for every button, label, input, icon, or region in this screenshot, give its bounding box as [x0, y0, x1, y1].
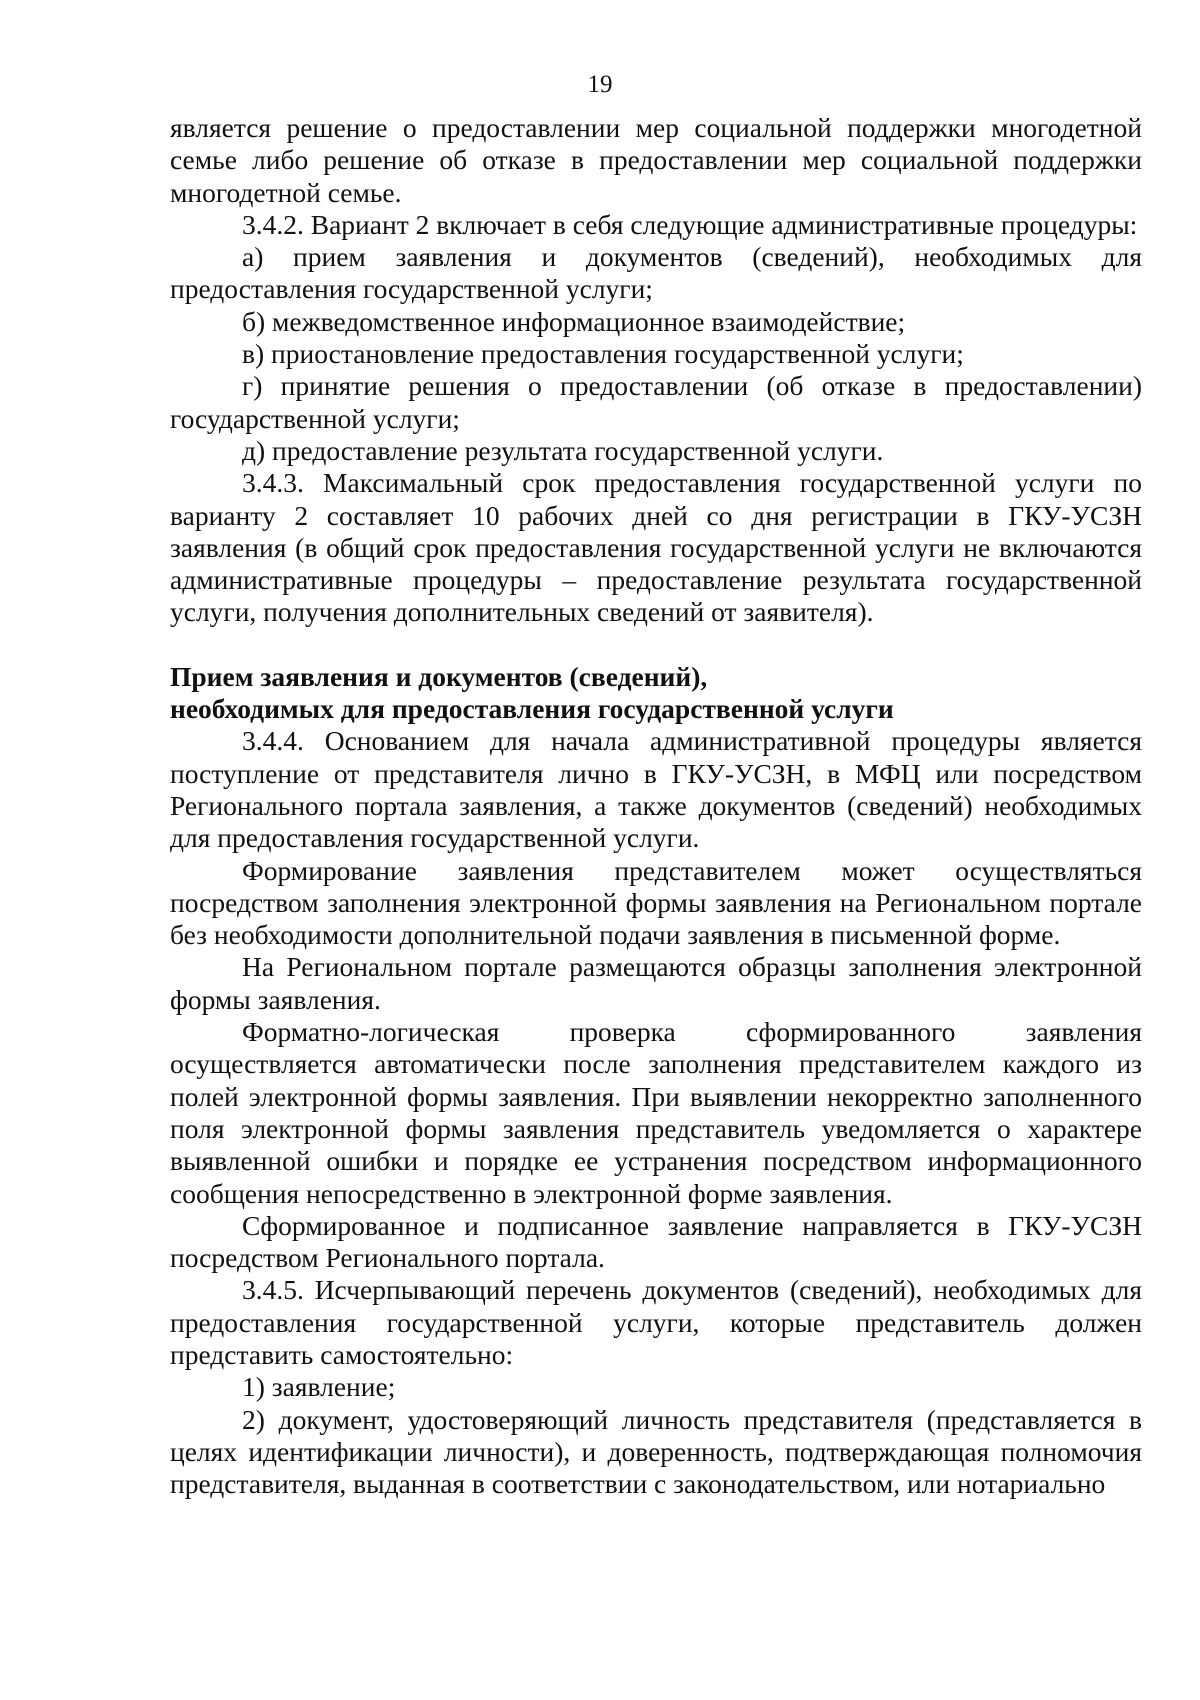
paragraphs-bottom [170, 725, 1142, 1500]
paragraph-3-4-3: 3.4.3. Максимальный срок предоставления государственной услуги по варианту 2 составляет 10 рабочих дней со дня регистрации в ГКУ-УСЗН заявления (в общий срок предоставления государственной услуги не включаются административные процедуры – предоставление результата государственной услуги, получения дополнительных сведений от заявителя). [170, 467, 1142, 628]
list-item-v: в) приостановление предоставления государственной услуги; [242, 338, 964, 370]
paragraph-3-4-2: 3.4.2. Вариант 2 включает в себя следующие административные процедуры: [242, 208, 1138, 240]
paragraph-3-4-4: 3.4.4. Основанием для начала административной процедуры является поступление от представителя лично в ГКУ-УСЗН, в МФЦ или посредством Регионального портала заявления, а также документов (сведений) необходимых для предоставления государственной услуги. [170, 725, 1142, 854]
list-item-2: 2) документ, удостоверяющий личность представителя (представляется в целях идентификации личности), и доверенность, подтверждающая полномочия представителя, выданная в соответствии с законодательством, или нотариально [170, 1403, 1142, 1500]
paragraphs-top [170, 112, 1142, 629]
list-item-g: г) принятие решения о предоставлении (об отказе в предоставлении) государственной услуги; [170, 370, 1142, 434]
paragraph: является решение о предоставлении мер социальной поддержки многодетной семье либо решение об отказе в предоставлении мер социальной поддержки многодетной семье. [170, 112, 1142, 208]
paragraph-3-4-5: 3.4.5. Исчерпывающий перечень документов (сведений), необходимых для предоставления государственной услуги, которые представитель должен представить самостоятельно: [170, 1274, 1142, 1370]
section-heading-line-1: Прием заявления и документов (сведений), [170, 660, 708, 692]
paragraph: Форматно-логическая проверка сформированного заявления осуществляется автоматически после заполнения представителем каждого из полей электронной формы заявления. При выявлении некорректно заполненного поля электронной формы заявления представитель уведомляется о характере выявленной ошибки и порядке ее устранения посредством информационного сообщения непосредственно в электронной форме заявления. [170, 1016, 1142, 1209]
paragraph: На Региональном портале размещаются образцы заполнения электронной формы заявления. [170, 951, 1142, 1015]
document-body [170, 112, 1142, 1500]
paragraph: Сформированное и подписанное заявление направляется в ГКУ-УСЗН посредством Регионального портала. [170, 1209, 1142, 1274]
list-item-b: б) межведомственное информационное взаимодействие; [242, 305, 906, 337]
paragraph: Формирование заявления представителем может осуществляться посредством заполнения электронной формы заявления на Региональном портале без необходимости дополнительной подачи заявления в письменной форме. [170, 854, 1142, 951]
list-item-1: 1) заявление; [242, 1371, 396, 1403]
section-heading-line-2: необходимых для предоставления государственной услуги [170, 693, 894, 725]
list-item-a: а) прием заявления и документов (сведений), необходимых для предоставления государственной услуги; [170, 241, 1142, 305]
page-number: 19 [587, 71, 613, 98]
section-heading [170, 661, 1142, 726]
list-item-d: д) предоставление результата государственной услуги. [242, 434, 884, 466]
